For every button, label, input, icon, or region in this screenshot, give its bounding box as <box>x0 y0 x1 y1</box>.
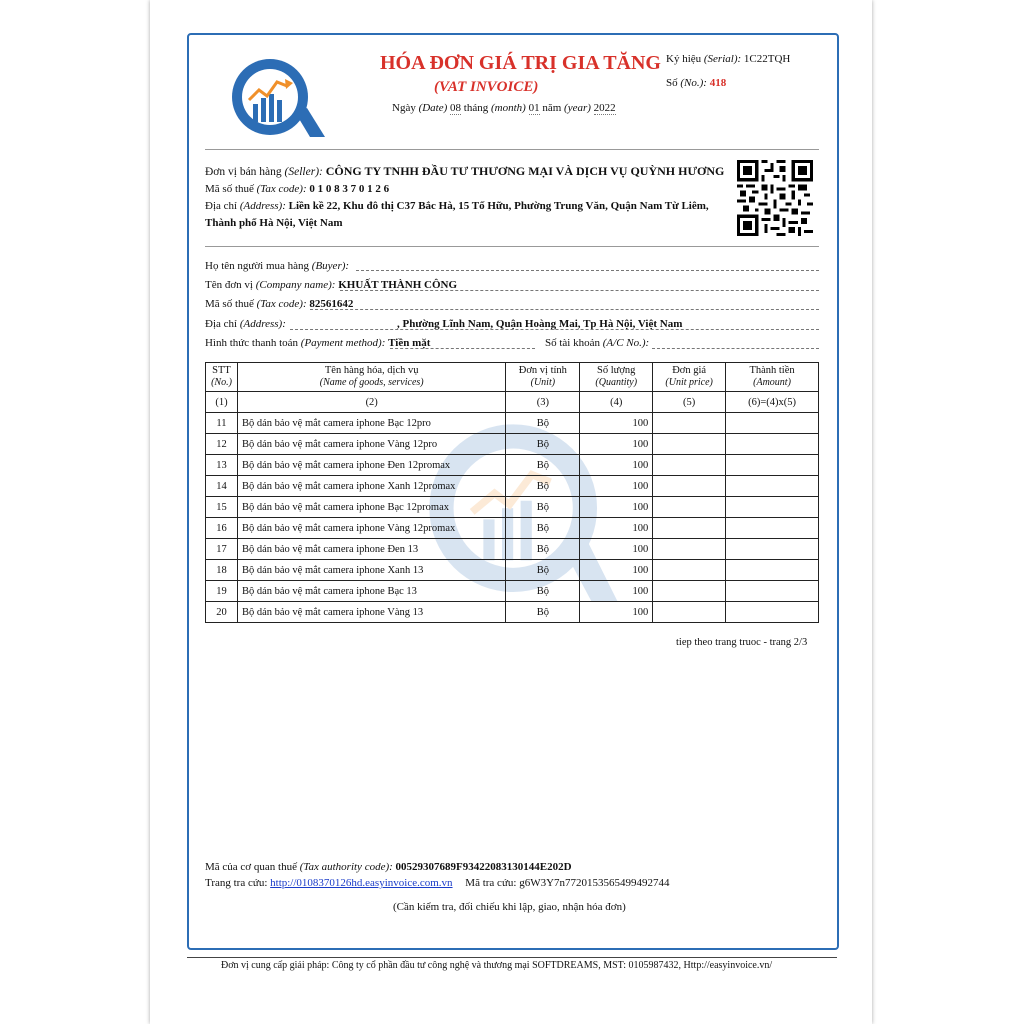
row-quantity: 100 <box>580 497 653 518</box>
seller-tax-label-en: (Tax code): <box>256 183 307 195</box>
row-item-name: Bộ dán bảo vệ mắt camera iphone Vàng 13 <box>237 602 505 623</box>
table-row <box>206 539 819 560</box>
row-stt: 19 <box>206 581 238 602</box>
invoice-date <box>392 102 616 114</box>
row-amount <box>726 518 819 539</box>
seller-address-label-en: (Address): <box>239 200 286 212</box>
serial-label: Ký hiệu <box>666 53 702 65</box>
col-number: (4) <box>580 392 653 413</box>
row-unit: Bộ <box>506 539 580 560</box>
buyer-tax-label: Mã số thuế <box>205 298 254 310</box>
payment-label-en: (Payment method): <box>300 337 386 349</box>
continuation-note: tiep theo trang truoc - trang 2/3 <box>676 637 808 648</box>
invoice-number: 418 <box>709 77 727 89</box>
header-name: Tên hàng hóa, dịch vụ (Name of goods, services) <box>237 363 505 392</box>
row-unit: Bộ <box>506 560 580 581</box>
row-amount <box>726 476 819 497</box>
row-item-name: Bộ dán bảo vệ mắt camera iphone Bạc 12pro <box>237 413 505 434</box>
company-label: Tên đơn vị <box>205 279 253 291</box>
buyer-name-field <box>205 260 349 272</box>
lookup-label: Trang tra cứu: <box>205 877 268 889</box>
row-item-name: Bộ dán bảo vệ mắt camera iphone Đen 13 <box>237 539 505 560</box>
invoice-number-field <box>666 77 726 89</box>
col-number: (5) <box>653 392 726 413</box>
table-row <box>206 497 819 518</box>
row-amount <box>726 602 819 623</box>
row-quantity: 100 <box>580 518 653 539</box>
table-row <box>206 518 819 539</box>
row-amount <box>726 581 819 602</box>
seller-tax-code: 0 1 0 8 3 7 0 1 2 6 <box>309 183 390 195</box>
number-label: Số <box>666 77 678 89</box>
tax-authority-label: Mã của cơ quan thuế <box>205 861 297 873</box>
header-amount: Thành tiền (Amount) <box>726 363 819 392</box>
row-unit-price <box>653 497 726 518</box>
col-number: (3) <box>506 392 580 413</box>
lookup-code-label: Mã tra cứu: <box>465 877 517 889</box>
serial-label-en: (Serial): <box>703 53 742 65</box>
row-unit-price <box>653 581 726 602</box>
month-label: tháng <box>463 102 489 114</box>
row-amount <box>726 455 819 476</box>
row-stt: 17 <box>206 539 238 560</box>
seller-name: CÔNG TY TNHH ĐẦU TƯ THƯƠNG MẠI VÀ DỊCH VỤ QUỲNH HƯƠNG <box>325 164 725 178</box>
header-stt: STT (No.) <box>206 363 238 392</box>
check-note: (Cần kiểm tra, đối chiếu khi lập, giao, nhận hóa đơn) <box>393 901 626 913</box>
date-label-en: (Date) <box>418 102 448 114</box>
row-stt: 12 <box>206 434 238 455</box>
payment-label: Hình thức thanh toán <box>205 337 299 349</box>
seller-label-en: (Seller): <box>284 166 323 178</box>
lookup-field <box>205 877 670 889</box>
buyer-address-label-en: (Address): <box>239 318 286 330</box>
table-row <box>206 413 819 434</box>
col-number: (2) <box>237 392 505 413</box>
row-amount <box>726 434 819 455</box>
dotted-line <box>340 290 819 291</box>
serial-field <box>666 53 790 65</box>
row-stt: 14 <box>206 476 238 497</box>
account-field <box>545 337 649 349</box>
table-row <box>206 434 819 455</box>
tax-authority-label-en: (Tax authority code): <box>299 861 393 873</box>
row-unit-price <box>653 518 726 539</box>
seller-address-line1: Liền kề 22, Khu đô thị C37 Bắc Hà, 15 Tố Hữu, Phường Trung Văn, Quận Nam Từ Liêm, <box>288 200 709 212</box>
row-amount <box>726 497 819 518</box>
row-amount <box>726 413 819 434</box>
provider-note: Đơn vị cung cấp giải pháp: Công ty cổ phần đầu tư công nghệ và thương mại SOFTDREAMS, MST: 0105987432, Http://easyinvoice.vn/ <box>221 960 773 971</box>
header-unit: Đơn vị tính (Unit) <box>506 363 580 392</box>
company-logo-icon <box>225 52 335 144</box>
seller-address-label: Địa chỉ <box>205 200 238 212</box>
row-unit: Bộ <box>506 518 580 539</box>
row-item-name: Bộ dán bảo vệ mắt camera iphone Bạc 13 <box>237 581 505 602</box>
row-quantity: 100 <box>580 476 653 497</box>
number-label-en: (No.): <box>680 77 707 89</box>
row-quantity: 100 <box>580 560 653 581</box>
invoice-subtitle: (VAT INVOICE) <box>434 79 539 95</box>
row-unit-price <box>653 602 726 623</box>
table-row <box>206 560 819 581</box>
seller-tax-field <box>205 183 389 195</box>
row-item-name: Bộ dán bảo vệ mắt camera iphone Đen 12promax <box>237 455 505 476</box>
row-quantity: 100 <box>580 539 653 560</box>
row-unit-price <box>653 413 726 434</box>
lookup-link[interactable]: http://0108370126hd.easyinvoice.com.vn <box>270 877 453 889</box>
year-label: năm <box>542 102 562 114</box>
seller-label: Đơn vị bán hàng <box>205 166 282 178</box>
row-item-name: Bộ dán bảo vệ mắt camera iphone Bạc 12promax <box>237 497 505 518</box>
row-unit-price <box>653 455 726 476</box>
header-quantity: Số lượng (Quantity) <box>580 363 653 392</box>
row-unit: Bộ <box>506 497 580 518</box>
row-quantity: 100 <box>580 455 653 476</box>
row-item-name: Bộ dán bảo vệ mắt camera iphone Xanh 13 <box>237 560 505 581</box>
company-label-en: (Company name): <box>255 279 336 291</box>
buyer-address-field <box>205 318 286 330</box>
row-quantity: 100 <box>580 602 653 623</box>
account-label-en: (A/C No.): <box>602 337 650 349</box>
footer-divider <box>187 957 837 958</box>
tax-authority-code: 00529307689F93422083130144E202D <box>395 861 572 873</box>
row-quantity: 100 <box>580 413 653 434</box>
seller-name-field <box>205 164 724 179</box>
row-unit: Bộ <box>506 602 580 623</box>
row-stt: 11 <box>206 413 238 434</box>
row-amount <box>726 539 819 560</box>
column-number-row <box>206 392 819 413</box>
row-unit-price <box>653 476 726 497</box>
serial-value: 1C22TQH <box>743 53 791 65</box>
divider <box>205 246 819 247</box>
dotted-line <box>290 329 819 330</box>
dotted-line <box>356 270 819 271</box>
month-label-en: (month) <box>491 102 526 114</box>
invoice-title: HÓA ĐƠN GIÁ TRỊ GIA TĂNG <box>380 52 661 74</box>
date-day: 08 <box>450 102 462 114</box>
items-table <box>205 362 819 623</box>
table-row <box>206 455 819 476</box>
dotted-line <box>390 348 535 349</box>
buyer-tax-code: 82561642 <box>309 298 354 310</box>
year-label-en: (year) <box>564 102 591 114</box>
date-month: 01 <box>528 102 540 114</box>
header-unit-price: Đơn giá (Unit price) <box>653 363 726 392</box>
seller-tax-label: Mã số thuế <box>205 183 254 195</box>
dotted-line <box>310 309 819 310</box>
buyer-label-en: (Buyer): <box>311 260 350 272</box>
dotted-line <box>652 348 819 349</box>
table-header-row <box>206 363 819 392</box>
row-stt: 18 <box>206 560 238 581</box>
date-label: Ngày <box>392 102 416 114</box>
account-label: Số tài khoản <box>545 337 600 349</box>
seller-address-field <box>205 200 709 212</box>
row-amount <box>726 560 819 581</box>
col-number: (6)=(4)x(5) <box>726 392 819 413</box>
row-unit: Bộ <box>506 476 580 497</box>
buyer-address: , Phường Lĩnh Nam, Quận Hoàng Mai, Tp Hà Nội, Việt Nam <box>397 318 683 330</box>
col-number: (1) <box>206 392 238 413</box>
row-item-name: Bộ dán bảo vệ mắt camera iphone Vàng 12promax <box>237 518 505 539</box>
row-unit: Bộ <box>506 581 580 602</box>
table-row <box>206 602 819 623</box>
row-unit: Bộ <box>506 434 580 455</box>
row-item-name: Bộ dán bảo vệ mắt camera iphone Xanh 12promax <box>237 476 505 497</box>
row-stt: 20 <box>206 602 238 623</box>
table-row <box>206 476 819 497</box>
row-unit-price <box>653 539 726 560</box>
row-unit: Bộ <box>506 413 580 434</box>
divider <box>205 149 819 150</box>
buyer-tax-label-en: (Tax code): <box>256 298 307 310</box>
qr-code-icon <box>737 160 813 236</box>
row-quantity: 100 <box>580 434 653 455</box>
row-stt: 13 <box>206 455 238 476</box>
row-unit-price <box>653 560 726 581</box>
payment-method: Tiền mặt <box>388 337 431 349</box>
tax-authority-field <box>205 861 572 873</box>
lookup-code: g6W3Y7n77201535654994927​44 <box>519 877 670 889</box>
row-item-name: Bộ dán bảo vệ mắt camera iphone Vàng 12pro <box>237 434 505 455</box>
buyer-address-label: Địa chỉ <box>205 318 238 330</box>
table-row <box>206 581 819 602</box>
row-stt: 16 <box>206 518 238 539</box>
row-stt: 15 <box>206 497 238 518</box>
seller-address-line2: Thành phố Hà Nội, Việt Nam <box>205 217 343 229</box>
date-year: 2022 <box>593 102 616 114</box>
row-unit-price <box>653 434 726 455</box>
row-quantity: 100 <box>580 581 653 602</box>
row-unit: Bộ <box>506 455 580 476</box>
buyer-company: KHUẤT THÀNH CÔNG <box>338 279 457 291</box>
buyer-label: Họ tên người mua hàng <box>205 260 310 272</box>
